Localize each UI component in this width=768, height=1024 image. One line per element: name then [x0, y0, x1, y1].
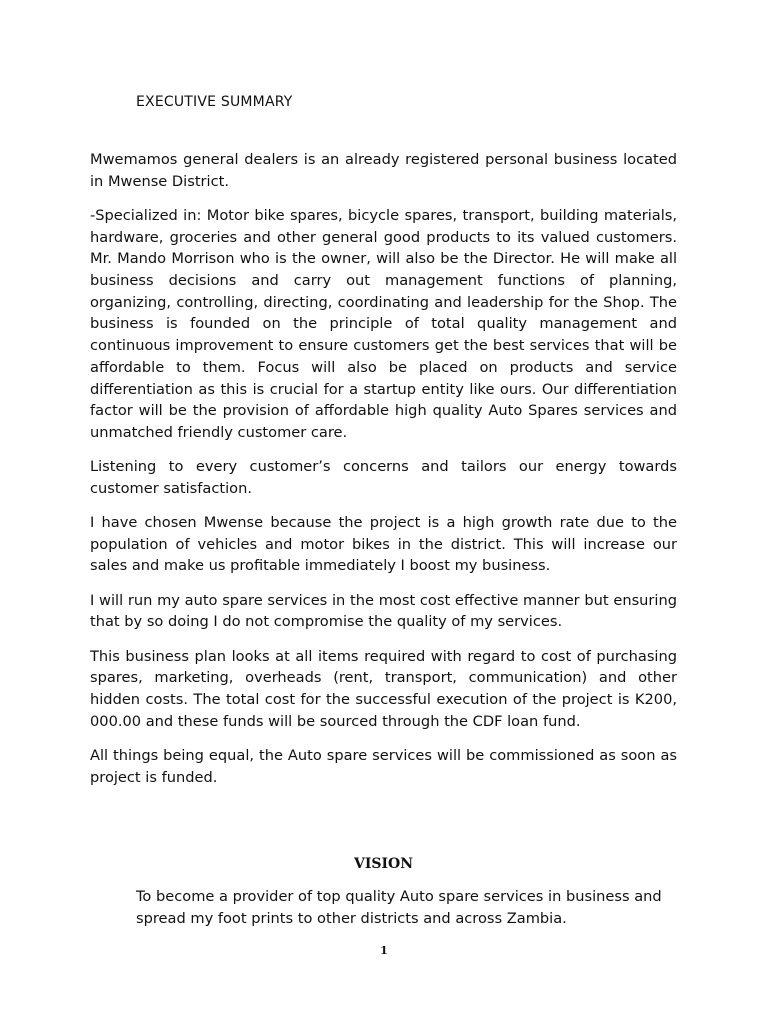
vision-heading-text: VISION [353, 856, 414, 872]
paragraph-customer-focus: Listening to every customer’s concerns and tailors our energy towards customer satisfaction. [90, 458, 677, 497]
paragraph-funding: This business plan looks at all items required with regard to cost of purchasing spares, marketing, overheads (rent, transport, communication) and other hidden costs. The total cost for the successful execution of the project is K200, 000.00 and these funds will be sourced through the CDF loan fund. [90, 647, 677, 730]
section-heading-vision [0, 856, 768, 872]
paragraph-location-choice: I have chosen Mwense because the project is a high growth rate due to the population of vehicles and motor bikes in the district. This will increase our sales and make us profitable immediately I boost my business. [90, 514, 677, 575]
paragraph-specialization: -Specialized in: Motor bike spares, bicycle spares, transport, building materials, hardware, groceries and other general good products to its valued customers. Mr. Mando Morrison who is the owner, will also be the Director. He will make all business decisions and carry out management functions of planning, organizing, controlling, directing, coordinating and leadership for the Shop. The business is founded on the principle of total quality management and continuous improvement to ensure customers get the best services that will be affordable to them. Focus will also be placed on products and service differentiation as this is crucial for a startup entity like ours. Our differentiation factor will be the provision of affordable high quality Auto Spares services and unmatched friendly customer care. [90, 206, 677, 441]
executive-summary-body [90, 149, 677, 801]
section-heading-executive-summary: EXECUTIVE SUMMARY [136, 94, 293, 110]
paragraph-cost-effectiveness: I will run my auto spare services in the most cost effective manner but ensuring that by so doing I do not compromise the quality of my services. [90, 591, 677, 631]
paragraph-commissioning: All things being equal, the Auto spare services will be commissioned as soon as project is funded. [90, 746, 677, 786]
paragraph-intro: Mwemamos general dealers is an already registered personal business located in Mwense District. [90, 151, 677, 190]
vision-statement: To become a provider of top quality Auto spare services in business and spread my foot prints to other districts and across Zambia. [136, 888, 662, 927]
page-number: 1 [380, 944, 388, 957]
